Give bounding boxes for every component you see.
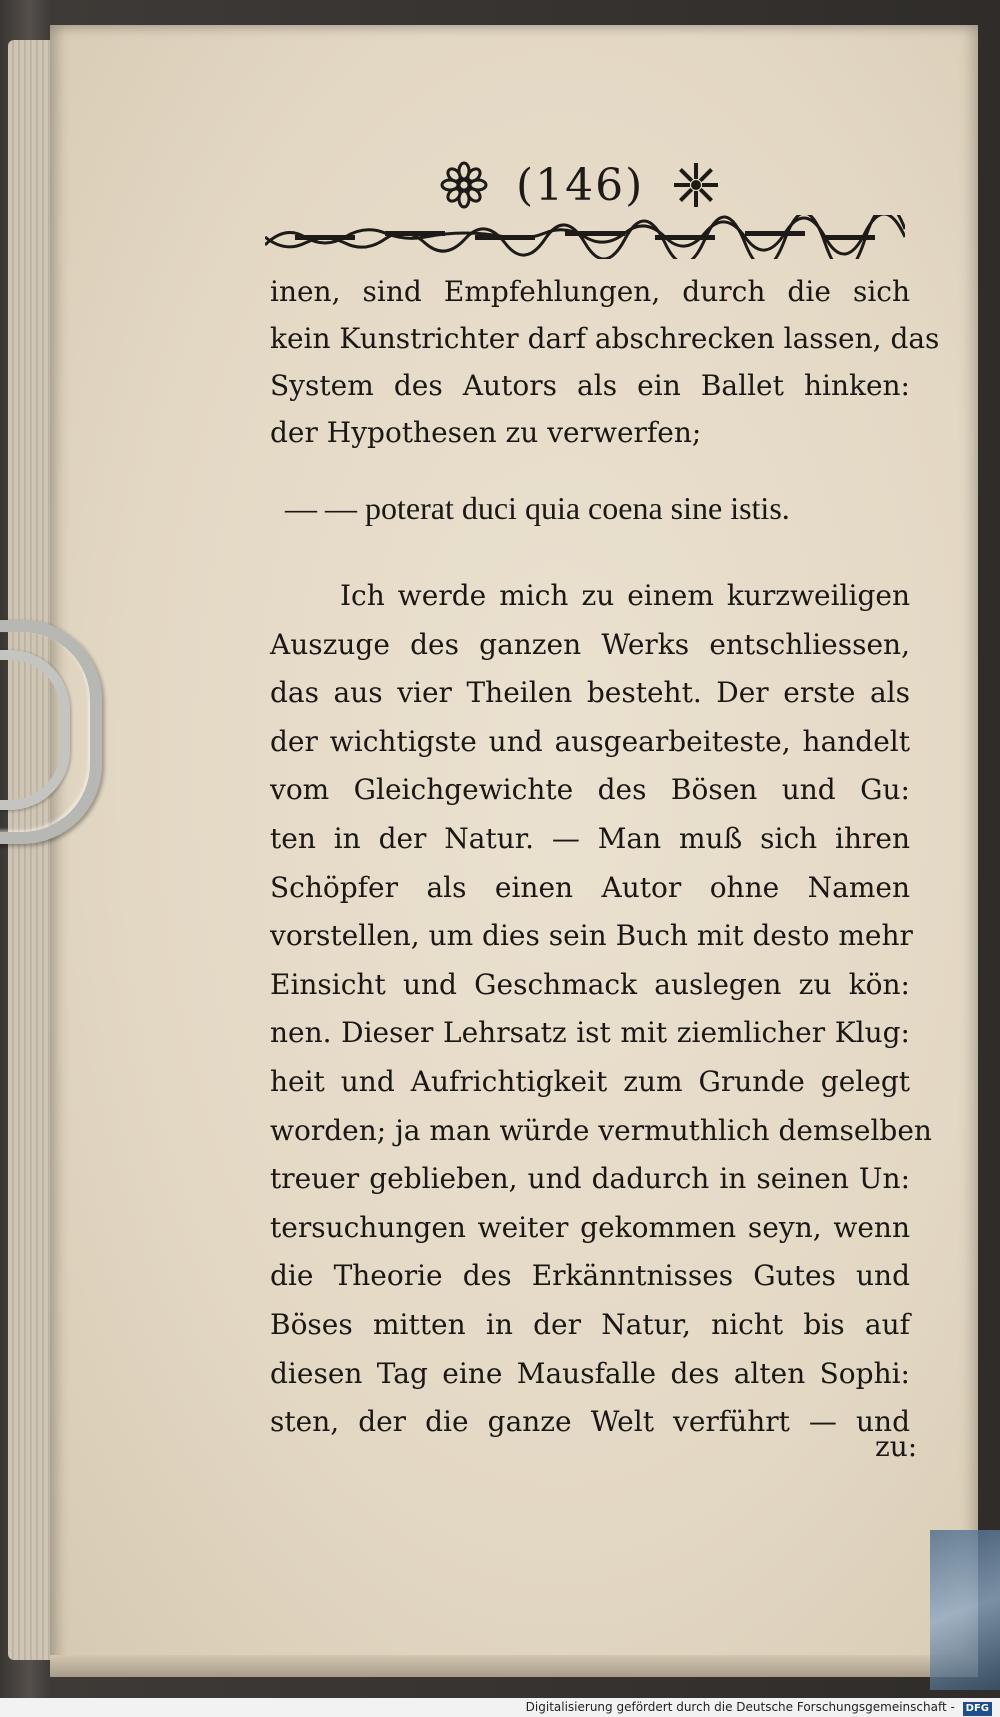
text-line: Einsicht und Geschmack auslegen zu kön: — [270, 967, 910, 1001]
text-line: tersuchungen weiter gekommen seyn, wenn — [270, 1210, 910, 1244]
main-paragraph — [270, 572, 932, 1447]
page-header — [440, 155, 720, 215]
text-line: Böses mitten in der Natur, nicht bis auf — [270, 1307, 910, 1341]
digitization-credit — [0, 1698, 1000, 1717]
page-bottom-edge — [50, 1655, 978, 1677]
text-line: das aus vier Theilen besteht. Der erste als — [270, 676, 910, 710]
text-line: Ich werde mich zu einem kurzweiligen — [340, 579, 910, 612]
dfg-logo-icon: DFG — [963, 1702, 992, 1716]
decorative-border-icon — [265, 215, 905, 259]
text-line: diesen Tag eine Mausfalle des alten Sophi: — [270, 1356, 910, 1390]
text-line: sten, der die ganze Welt verführt — und — [270, 1405, 910, 1439]
flower-ornament-icon — [672, 161, 720, 209]
text-line: inen, sind Empfehlungen, durch die sich — [270, 275, 910, 308]
page-number: (146) — [516, 159, 645, 211]
text-line: worden; ja man würde vermuthlich demselben — [270, 1113, 932, 1147]
text-line: ten in der Natur. — Man muß sich ihren — [270, 821, 910, 855]
text-line: vom Gleichgewichte des Bösen und Gu: — [270, 773, 910, 807]
cover-edge — [930, 1530, 1000, 1690]
text-line: nen. Dieser Lehrsatz ist mit ziemlicher Klug: — [270, 1016, 910, 1050]
text-line: treuer geblieben, und dadurch in seinen Un: — [270, 1162, 910, 1196]
text-line: die Theorie des Erkänntnisses Gutes und — [270, 1259, 910, 1293]
text-line: Auszuge des ganzen Werks entschliessen, — [270, 627, 910, 661]
catchword: zu: — [875, 1430, 918, 1463]
text-line: vorstellen, um dies sein Buch mit desto mehr — [270, 919, 913, 953]
text-line: der Hypothesen zu verwerfen; — [270, 416, 702, 449]
credit-text: Digitalisierung gefördert durch die Deutsche Forschungsgemeinschaft - — [525, 1700, 955, 1714]
text-line: kein Kunstrichter darf abschrecken lassen, das — [270, 322, 940, 355]
text-line: der wichtigste und ausgearbeiteste, handelt — [270, 724, 910, 758]
text-line: System des Autors als ein Ballet hinken: — [270, 369, 910, 402]
latin-quotation: — — poterat duci quia coena sine istis. — [285, 490, 790, 526]
text-line: Schöpfer als einen Autor ohne Namen — [270, 870, 910, 904]
opening-text — [270, 268, 940, 456]
flower-ornament-icon — [440, 161, 488, 209]
text-line: heit und Aufrichtigkeit zum Grunde gelegt — [270, 1064, 910, 1098]
